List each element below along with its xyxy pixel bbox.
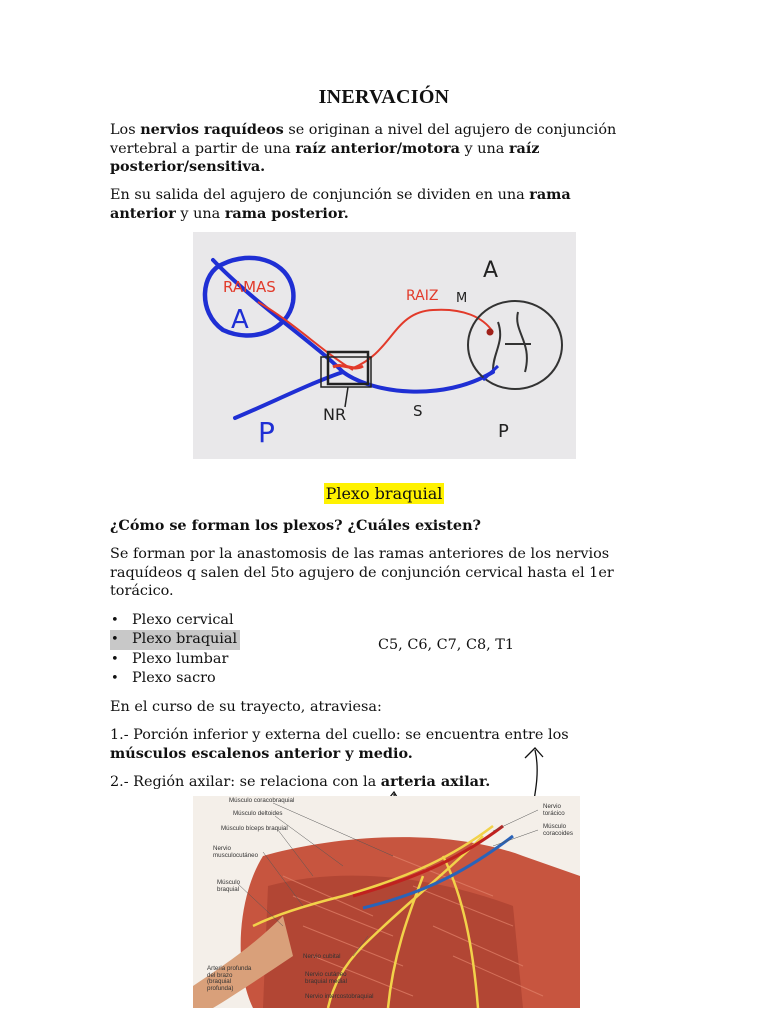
sketch-label-nr: NR — [323, 405, 347, 424]
course-1-text: 1.- Porción inferior y externa del cuello: se encuentra entre los — [110, 727, 569, 743]
sketch-label-a-top: A — [483, 258, 499, 283]
bullet-dot: • — [111, 613, 119, 628]
intro-bold-3: raíz posterior/sensitiva. — [110, 139, 540, 175]
label-musculocutaneo: Nervio musculocutáneo — [213, 845, 259, 859]
list-item-label: Plexo braquial — [132, 631, 238, 648]
sketch-circle-ramas — [205, 258, 293, 336]
brachial-roots: C5, C6, C7, C8, T1 — [378, 637, 515, 653]
list-item — [110, 669, 240, 688]
sketch-label-a-left: A — [231, 305, 249, 335]
list-item-label: Plexo sacro — [132, 669, 216, 686]
label-nervio-toracico: Nervio torácico — [543, 803, 565, 817]
label-biceps: Músculo bíceps braquial — [221, 825, 288, 832]
section-title-text: Plexo braquial — [325, 484, 443, 503]
sketch-blue-entry — [483, 366, 498, 380]
course-2-bold: arteria axilar. — [380, 773, 491, 790]
sketch-label-p-left: P — [258, 416, 275, 449]
intro-bold-1: nervios raquídeos — [140, 121, 284, 138]
list-item-label: Plexo cervical — [132, 612, 234, 628]
course-2-text: 2.- Región axilar: se relaciona con la — [110, 774, 381, 790]
sketch-label-p-right: P — [498, 421, 509, 442]
intro-text-2: se originan a nivel del agujero de conjunción vertebral a partir de una — [110, 122, 617, 157]
sketch-drawing — [193, 232, 576, 459]
sketch-motor-dot — [487, 329, 494, 336]
sketch-gray-matter — [493, 312, 531, 372]
exit-text-2: y una — [175, 205, 225, 222]
axillary-anatomy-figure — [193, 796, 580, 1008]
list-item — [110, 611, 240, 630]
formation-paragraph: Se forman por la anastomosis de las ramas anteriores de los nervios raquídeos q salen del 5to agujero de conjunción cervical hasta el 1er torácico. — [110, 546, 614, 599]
label-nervio-cubital: Nervio cubital — [303, 953, 341, 960]
page-title: INERVACIÓN — [318, 86, 450, 108]
label-deltoides: Músculo deltoides — [233, 810, 283, 817]
pen-arrow-head-right — [525, 748, 543, 758]
label-coracobraquial: Músculo coracobraquial — [229, 797, 295, 804]
exit-bold-1: rama anterior — [110, 186, 571, 222]
intro-text-3: y una — [459, 140, 509, 157]
plexus-question: ¿Cómo se forman los plexos? ¿Cuáles existen? — [110, 517, 481, 534]
intro-text-1: Los — [110, 122, 141, 138]
bullet-dot: • — [111, 670, 119, 686]
label-arteria-profunda: Arteria profunda del brazo (braquial profunda) — [207, 965, 252, 992]
intro-bold-2: raíz anterior/motora — [295, 139, 460, 157]
course-intro: En el curso de su trayecto, atraviesa: — [110, 699, 382, 715]
spinal-nerve-sketch — [193, 232, 576, 459]
sketch-label-ramas: RAMAS — [223, 278, 276, 296]
label-musculo-coracoides: Músculo coracoides — [543, 823, 573, 837]
list-item-label: Plexo lumbar — [132, 650, 229, 667]
section-title-plexo — [0, 484, 768, 503]
label-nervio-cutaneo: Nervio cutáneo braquial medial — [305, 971, 347, 985]
sketch-arrow-nr — [345, 387, 348, 407]
sketch-label-raiz: RAIZ — [406, 288, 439, 304]
label-intercostobraquial: Nervio intercostobraquial — [305, 993, 374, 1000]
bullet-dot: • — [111, 632, 119, 648]
exit-text-1: En su salida del agujero de conjunción se dividen en una — [110, 187, 530, 203]
exit-paragraph — [110, 186, 630, 223]
sketch-label-m: M — [456, 291, 468, 306]
sketch-label-s: S — [413, 402, 423, 420]
sketch-red-root-line — [353, 310, 493, 368]
list-item — [110, 650, 240, 669]
bullet-dot: • — [111, 651, 119, 667]
exit-bold-2: rama posterior. — [224, 204, 349, 222]
list-item — [110, 630, 240, 649]
plexus-list — [110, 611, 240, 688]
label-braquial: Músculo braquial — [217, 879, 241, 893]
course-1-bold: músculos escalenos anterior y medio. — [110, 744, 413, 762]
intro-paragraph — [110, 121, 630, 177]
